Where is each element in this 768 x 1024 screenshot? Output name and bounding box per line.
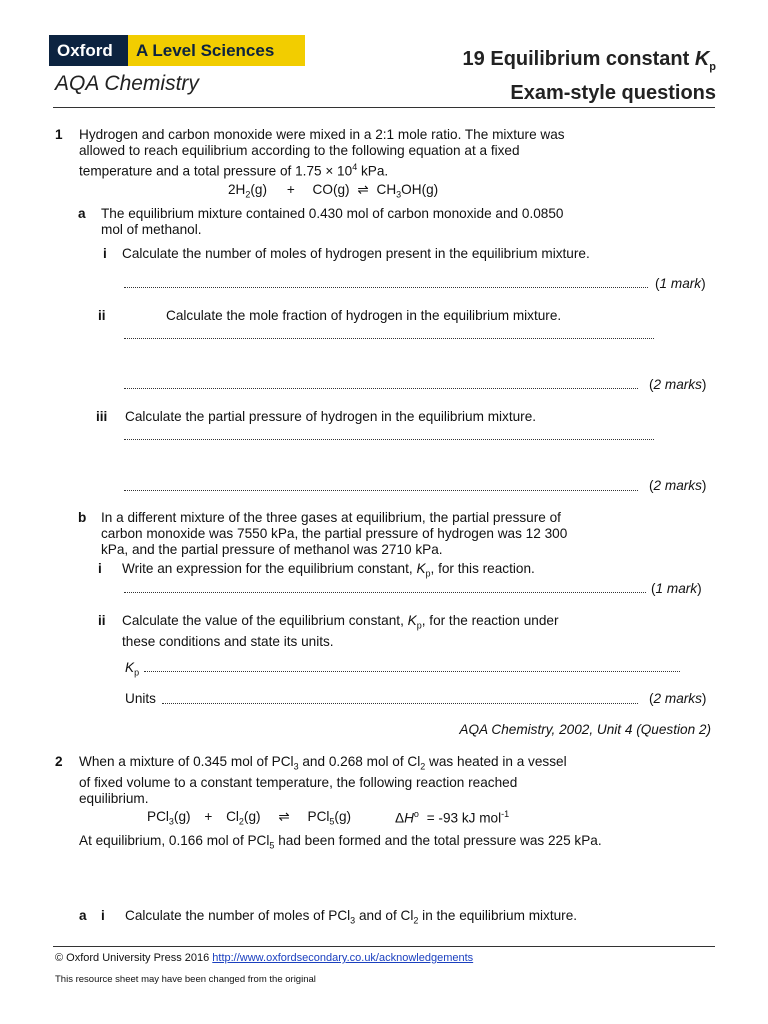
- marks-label: (2 marks): [649, 377, 707, 392]
- part-2ai-text: Calculate the number of moles of PCl$_3$ and of $Cl_2$ in the equilibrium mixture.: [125, 908, 578, 926]
- answer-line: [124, 388, 638, 389]
- page-title: 19 Equilibrium constant $K_p$ Exam-style questions: [462, 48, 716, 104]
- kp-answer-label: $K_p$: [125, 660, 140, 678]
- marks-label: (2 marks): [649, 691, 707, 706]
- subject-title: AQA Chemistry: [55, 72, 199, 95]
- part-2ai-label: i: [101, 908, 105, 923]
- part-1a-text: The equilibrium mixture contained 0.430 mol of carbon monoxide and 0.0850 mol of methanol.: [101, 206, 564, 237]
- answer-line: [124, 439, 654, 440]
- units-answer-label: Units: [125, 691, 156, 706]
- footer-copyright: © Oxford University Press 2016 http://www.oxfordsecondary.co.uk/acknowledgements: [55, 952, 474, 964]
- question-source: AQA Chemistry, 2002, Unit 4 (Question 2): [459, 722, 711, 737]
- marks-label: (1 mark): [651, 581, 702, 596]
- question-1-number: 1: [55, 127, 63, 142]
- question-2-number: 2: [55, 754, 63, 769]
- marks-label: (2 marks): [649, 478, 707, 493]
- part-1bii-text: Calculate the value of the equilibrium constant, $K_p$, for the reaction under these conditions and state its units.: [122, 613, 559, 649]
- part-1bi-text: Write an expression for the equilibrium constant, $K_p$, for this reaction.: [122, 561, 535, 579]
- part-1ai-label: i: [103, 246, 107, 261]
- question-2-equilibrium-text: At equilibrium, 0.166 mol of PCl$_5$ had been formed and the total pressure was 225 kPa.: [79, 833, 602, 851]
- answer-line: [124, 490, 638, 491]
- answer-line: [124, 338, 654, 339]
- answer-line: [124, 592, 646, 593]
- part-1b-text: In a different mixture of the three gases at equilibrium, the partial pressure of carbon monoxide was 7550 kPa, the partial pressure of hydrogen was 12 300 kPa, and the partial pressure of methanol was 2710 kPa.: [101, 510, 568, 557]
- footer-divider: [53, 946, 715, 947]
- footer-note: This resource sheet may have been changed from the original: [55, 974, 316, 985]
- publisher-logo: [49, 35, 305, 66]
- question-1-intro: Hydrogen and carbon monoxide were mixed in a 2:1 mole ratio. The mixture was allowed to reach equilibrium according to the following equation at a fixed temperature and a total pressure of $1.75 \times 10^4$ kPa.: [79, 127, 565, 179]
- part-2a-label: a: [79, 908, 87, 923]
- part-1aiii-label: iii: [96, 409, 108, 424]
- part-1a-label: a: [78, 206, 86, 221]
- part-1bii-label: ii: [98, 613, 106, 628]
- logo-a-level-sciences: A Level Sciences: [128, 35, 305, 66]
- logo-oxford: Oxford: [49, 35, 128, 66]
- enthalpy-change: $\Delta H^o = -93$ kJ mol$^{-1}$: [395, 809, 510, 826]
- part-1aii-label: ii: [98, 308, 106, 323]
- header-divider: [53, 107, 715, 108]
- marks-label: (1 mark): [655, 276, 706, 291]
- part-1bi-label: i: [98, 561, 102, 576]
- answer-line: [124, 287, 648, 288]
- part-1ai-text: Calculate the number of moles of hydrogen present in the equilibrium mixture.: [122, 246, 590, 261]
- part-1aii-text: Calculate the mole fraction of hydrogen in the equilibrium mixture.: [166, 308, 562, 323]
- question-2-equation: $PCl_3(g) + Cl_2(g)$ ⇌ PCl$_5$(g): [147, 809, 352, 827]
- answer-line: [144, 671, 680, 672]
- answer-line: [162, 703, 638, 704]
- part-1aiii-text: Calculate the partial pressure of hydrogen in the equilibrium mixture.: [125, 409, 537, 424]
- part-1b-label: b: [78, 510, 87, 525]
- question-1-equation: $2H_2(g) + CO(g)$ ⇌ $CH_3OH(g)$: [228, 182, 439, 200]
- question-2-intro: When a mixture of 0.345 mol of PCl$_3$ and 0.268 mol of $Cl_2$ was heated in a vessel of fixed volume to a constant temperature, the following reaction reached equilibrium.: [79, 754, 567, 806]
- acknowledgements-link[interactable]: http://www.oxfordsecondary.co.uk/acknowledgements: [212, 952, 474, 964]
